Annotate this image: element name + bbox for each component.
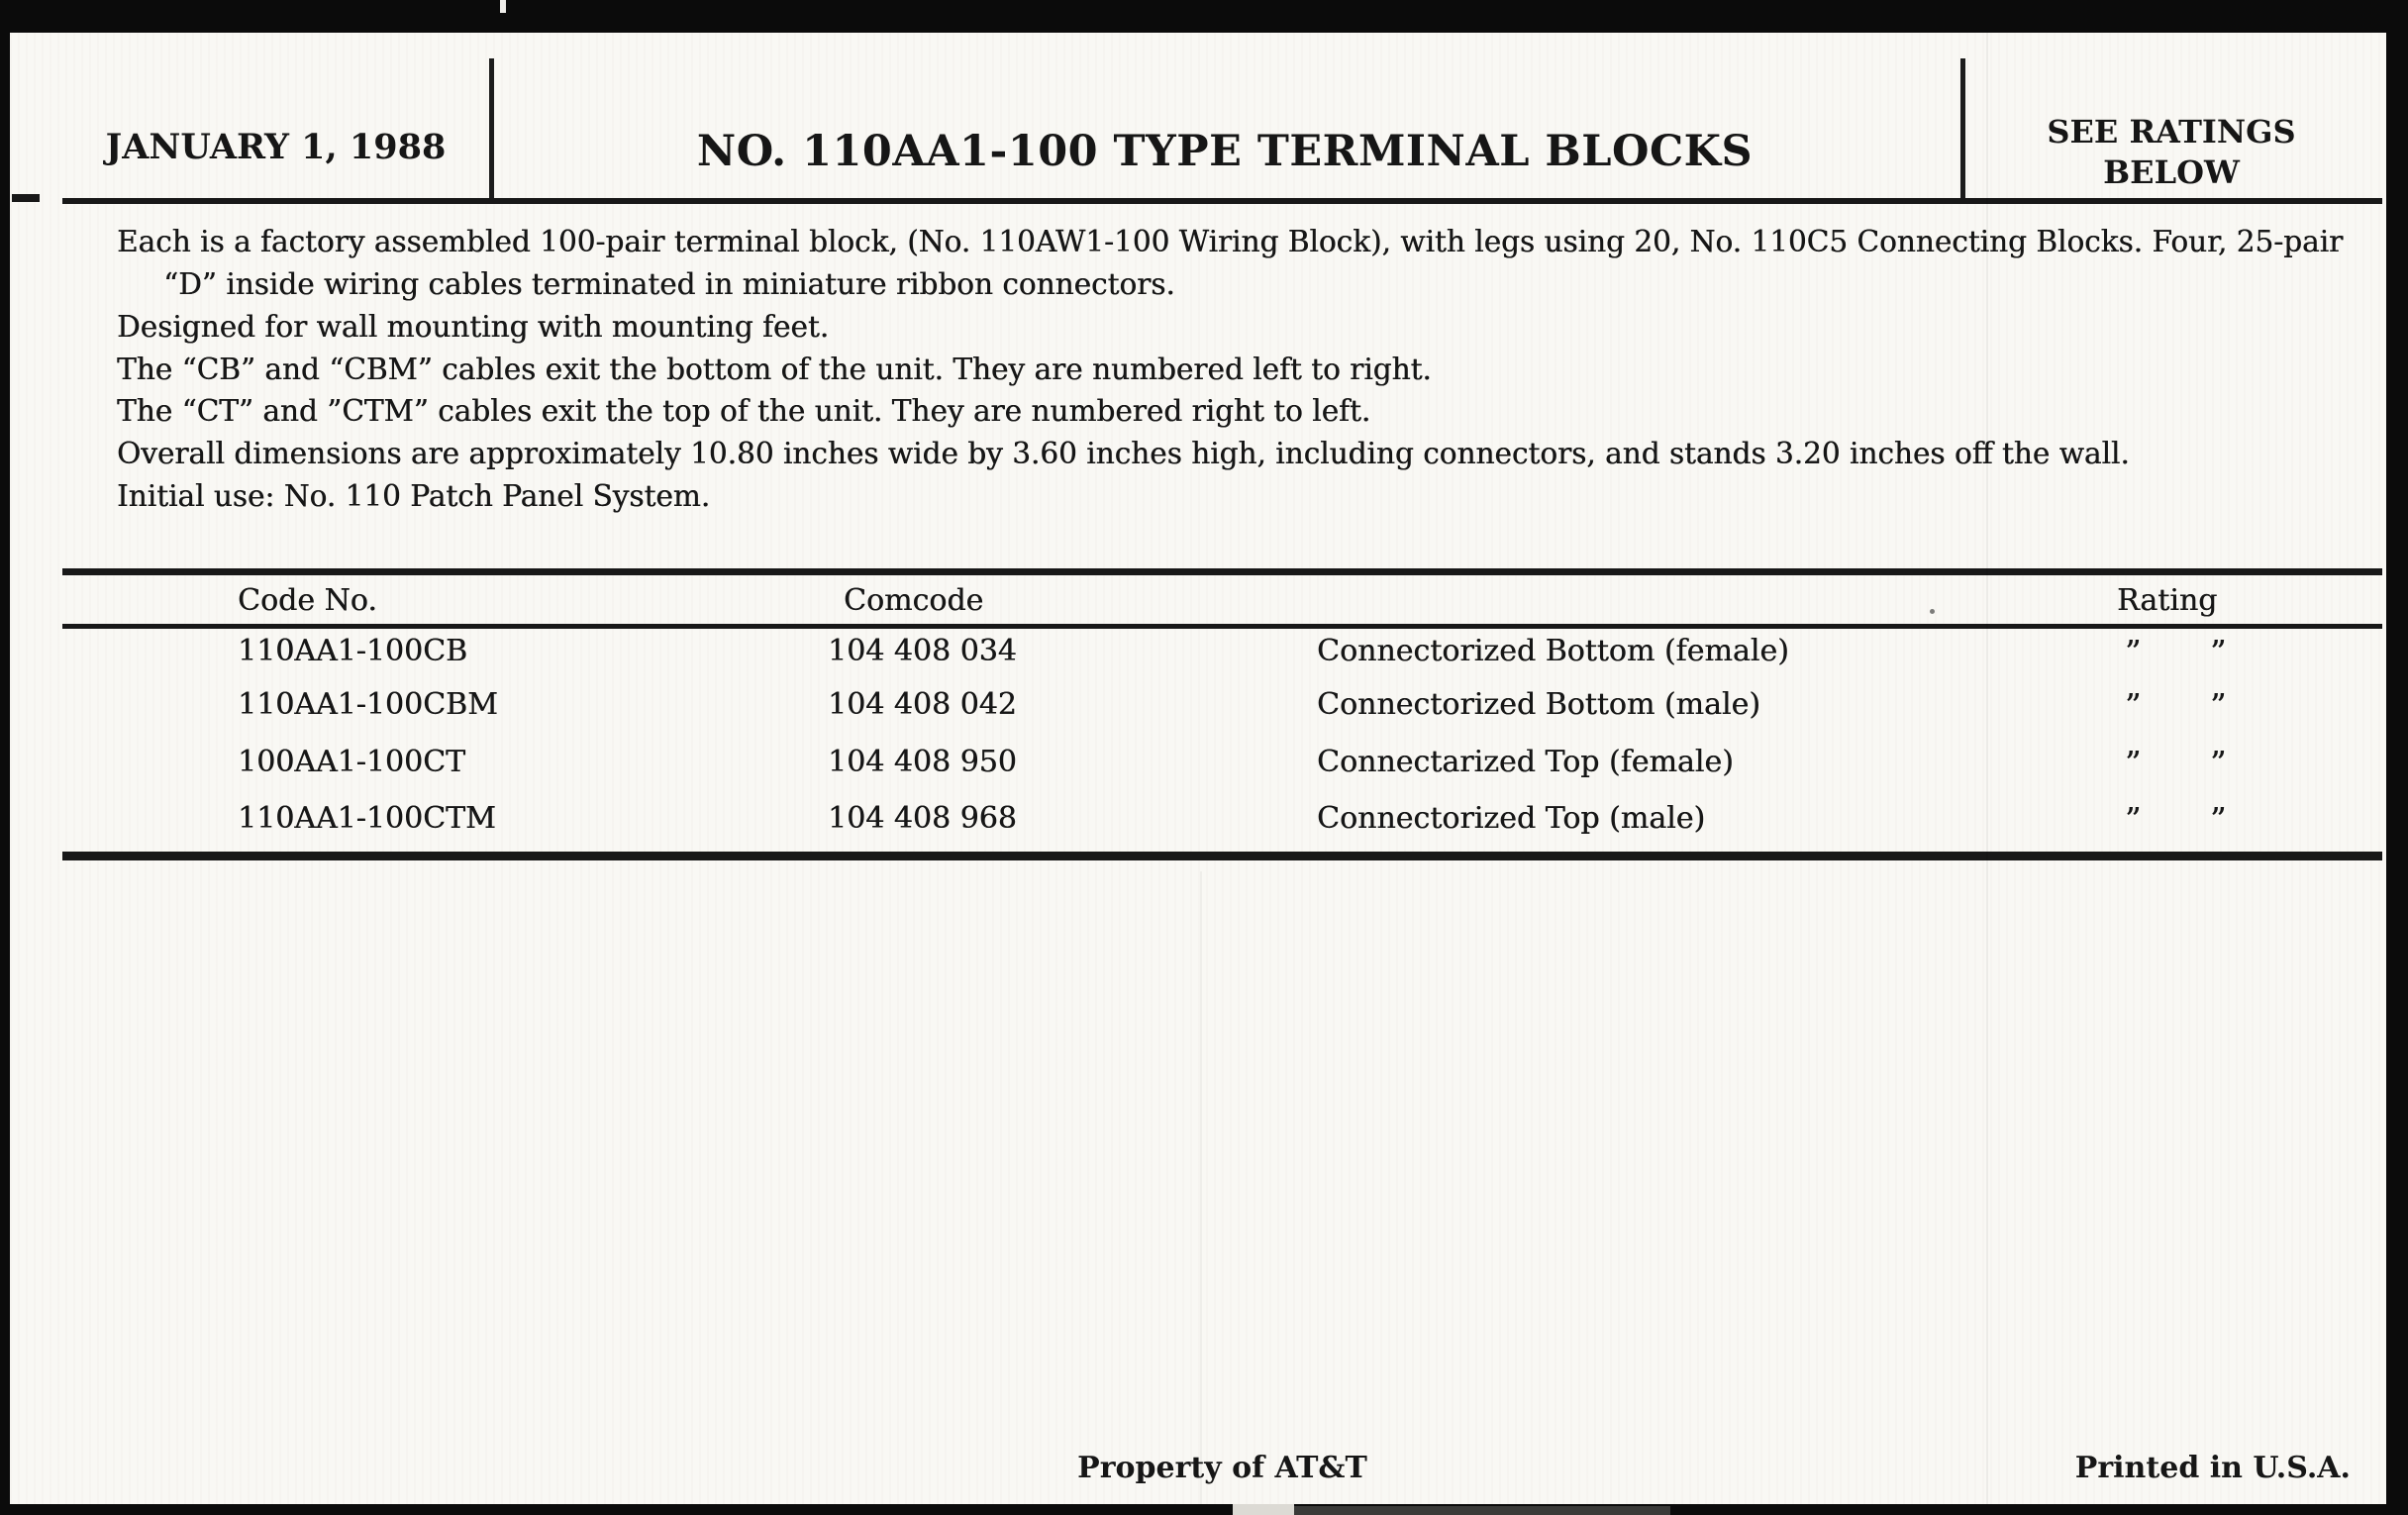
cell-rating-ditto: ”	[2210, 633, 2227, 670]
cell-code: 100AA1-100CT	[238, 745, 466, 779]
scan-smudge-bottom	[1294, 1506, 1670, 1515]
description-line: Initial use: No. 110 Patch Panel System.	[117, 479, 711, 513]
cell-code: 110AA1-100CTM	[238, 801, 496, 836]
description-line: Designed for wall mounting with mounting feet.	[117, 310, 830, 344]
cell-description: Connectarized Top (female)	[1317, 745, 1734, 779]
issue-date: JANUARY 1, 1988	[105, 127, 447, 167]
description-line: Overall dimensions are approximately 10.80 inches wide by 3.60 inches high, including connectors, and stands 3.20 inches off the wall.	[117, 437, 2130, 470]
printed-notice: Printed in U.S.A.	[2074, 1451, 2351, 1485]
ratings-note-line1: SEE RATINGS	[2047, 113, 2296, 151]
table-bottom-rule	[62, 852, 2382, 860]
cell-rating-ditto: ”	[2125, 686, 2142, 724]
ratings-note-line2: BELOW	[2103, 153, 2240, 191]
left-margin-dash	[12, 194, 40, 202]
cell-code: 110AA1-100CBM	[238, 687, 498, 722]
cell-comcode: 104 408 034	[828, 634, 1017, 668]
cell-comcode: 104 408 968	[828, 801, 1017, 836]
description-line: “D” inside wiring cables terminated in miniature ribbon connectors.	[163, 267, 1175, 301]
cell-comcode: 104 408 950	[828, 745, 1017, 779]
scan-speck	[1930, 609, 1935, 614]
cell-rating-ditto: ”	[2125, 633, 2142, 670]
cell-rating-ditto: ”	[2125, 800, 2142, 838]
table-top-rule	[62, 568, 2382, 575]
scan-notch-top	[500, 0, 506, 13]
description-line: Each is a factory assembled 100-pair terminal block, (No. 110AW1-100 Wiring Block), with legs using 20, No. 110C5 Connecting Blocks. Four, 25-pair	[117, 225, 2344, 258]
cell-description: Connectorized Bottom (female)	[1317, 634, 1789, 668]
cell-description: Connectorized Bottom (male)	[1317, 687, 1760, 722]
cell-rating-ditto: ”	[2210, 744, 2227, 781]
table-header-rule	[62, 624, 2382, 629]
cell-rating-ditto: ”	[2210, 800, 2227, 838]
document-page	[10, 33, 2386, 1504]
column-header-comcode: Comcode	[844, 583, 984, 618]
description-line: The “CT” and ”CTM” cables exit the top of the unit. They are numbered right to left.	[117, 394, 1371, 428]
property-notice: Property of AT&T	[1077, 1451, 1367, 1485]
description-line: The “CB” and “CBM” cables exit the bottom of the unit. They are numbered left to right.	[117, 353, 1432, 386]
cell-comcode: 104 408 042	[828, 687, 1017, 722]
page-title: NO. 110AA1-100 TYPE TERMINAL BLOCKS	[696, 127, 1754, 176]
cell-description: Connectorized Top (male)	[1317, 801, 1706, 836]
cell-code: 110AA1-100CB	[238, 634, 468, 668]
scan-streak	[1200, 871, 1202, 1504]
column-header-code: Code No.	[238, 583, 377, 618]
header-bottom-rule	[62, 198, 2382, 204]
ratings-note	[1960, 112, 2382, 193]
column-header-rating: Rating	[2117, 583, 2218, 618]
scan-streak	[1986, 33, 1988, 1504]
cell-rating-ditto: ”	[2125, 744, 2142, 781]
cell-rating-ditto: ”	[2210, 686, 2227, 724]
scan-notch-bottom	[1233, 1504, 1294, 1515]
